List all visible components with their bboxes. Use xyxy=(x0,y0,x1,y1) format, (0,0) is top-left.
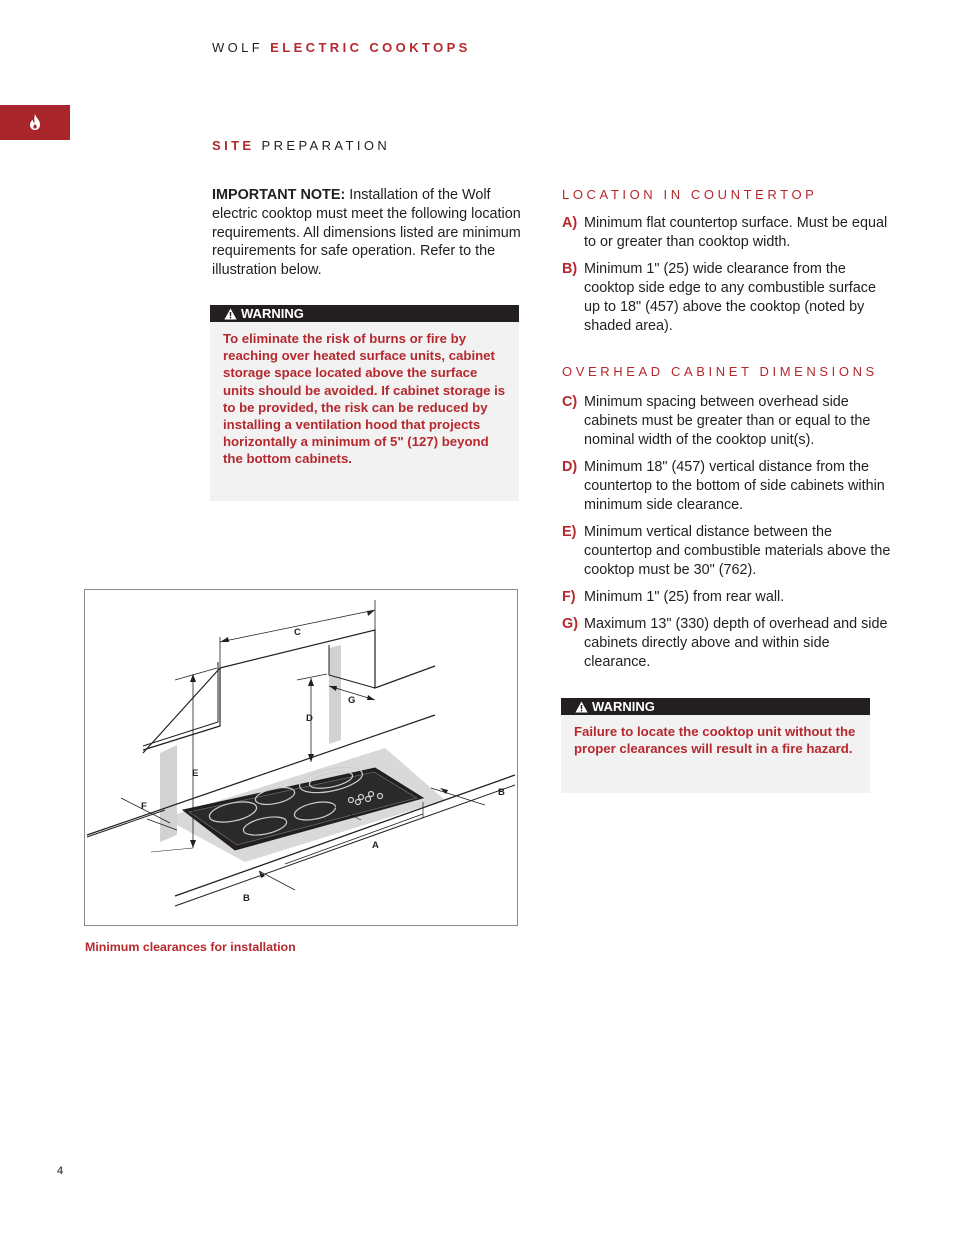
warning-triangle-icon xyxy=(575,701,588,713)
section-title-strong: SITE xyxy=(212,138,255,153)
label-g: G xyxy=(348,695,356,706)
label-b-bottom: B xyxy=(243,893,250,904)
flame-icon xyxy=(28,113,42,131)
label-e: E xyxy=(192,768,199,779)
header-brand: WOLF xyxy=(212,40,264,55)
item-text: Minimum 1" (25) wide clearance from the cooktop side edge to any combustible surface up to 18" (457) above the cooktop (noted by shaded area). xyxy=(584,261,876,334)
page-number: 4 xyxy=(57,1165,64,1177)
warning-label: WARNING xyxy=(592,699,655,714)
warning-box-clearances xyxy=(561,698,870,793)
item-label: G) xyxy=(562,616,578,632)
item-text: Minimum 1" (25) from rear wall. xyxy=(584,589,785,605)
item-label: E) xyxy=(562,524,577,540)
important-note-text: Installation of the Wolf electric cooktop must meet the following location requirements. All dimensions listed are minimum requirements for safe operation. Refer to the illustration below. xyxy=(212,187,521,279)
item-text: Minimum 18" (457) vertical distance from the countertop to the bottom of side cabinets within minimum side clearance. xyxy=(584,459,885,513)
section-title-rest: PREPARATION xyxy=(261,138,391,153)
warning-header xyxy=(561,698,870,715)
overhead-heading: OVERHEAD CABINET DIMENSIONS xyxy=(562,364,878,379)
warning-text: Failure to locate the cooktop unit without the proper clearances will result in a fire hazard. xyxy=(574,724,856,757)
warning-box-cabinet-storage xyxy=(210,305,519,501)
section-title xyxy=(212,138,390,153)
list-item xyxy=(562,214,892,252)
list-item xyxy=(562,615,892,672)
list-item xyxy=(562,458,892,515)
header-product: ELECTRIC COOKTOPS xyxy=(270,40,471,55)
list-item xyxy=(562,393,892,450)
important-note xyxy=(212,186,530,280)
figure-caption: Minimum clearances for installation xyxy=(85,940,296,954)
label-a: A xyxy=(372,840,379,851)
location-list xyxy=(562,214,892,344)
running-header xyxy=(212,40,471,55)
list-item xyxy=(562,523,892,580)
list-item xyxy=(562,588,892,607)
item-label: C) xyxy=(562,394,578,410)
overhead-list xyxy=(562,393,892,680)
warning-text: To eliminate the risk of burns or fire by reaching over heated surface units, cabinet storage space located above the surface units should be avoided. If cabinet storage is to be provided, the risk can be reduced by installing a ventilation hood that projects horizontally a minimum of 5" (127) beyond the bottom cabinets. xyxy=(223,331,506,467)
label-d: D xyxy=(306,713,313,724)
side-clearance-shade-right xyxy=(329,645,341,744)
item-label: F) xyxy=(562,589,576,605)
item-label: B) xyxy=(562,261,578,277)
label-b-right: B xyxy=(498,787,505,798)
clearance-illustration xyxy=(84,589,518,926)
item-label: A) xyxy=(562,215,578,231)
important-note-label: IMPORTANT NOTE: xyxy=(212,187,346,203)
item-text: Maximum 13" (330) depth of overhead and side cabinets directly above and within side clearance. xyxy=(584,616,888,670)
item-label: D) xyxy=(562,459,578,475)
item-text: Minimum spacing between overhead side cabinets must be greater than or equal to the nominal width of the cooktop unit(s). xyxy=(584,394,871,448)
section-tab xyxy=(0,105,70,140)
clearance-diagram xyxy=(85,590,517,925)
item-text: Minimum flat countertop surface. Must be equal to or greater than cooktop width. xyxy=(584,215,888,250)
location-heading: LOCATION IN COUNTERTOP xyxy=(562,187,818,202)
side-clearance-shade-left xyxy=(160,745,177,842)
label-f: F xyxy=(141,801,147,812)
list-item xyxy=(562,260,892,336)
warning-label: WARNING xyxy=(241,306,304,321)
label-c: C xyxy=(294,627,301,638)
warning-triangle-icon xyxy=(224,308,237,320)
warning-header xyxy=(210,305,519,322)
item-text: Minimum vertical distance between the countertop and combustible materials above the cooktop must be 30" (762). xyxy=(584,524,891,578)
